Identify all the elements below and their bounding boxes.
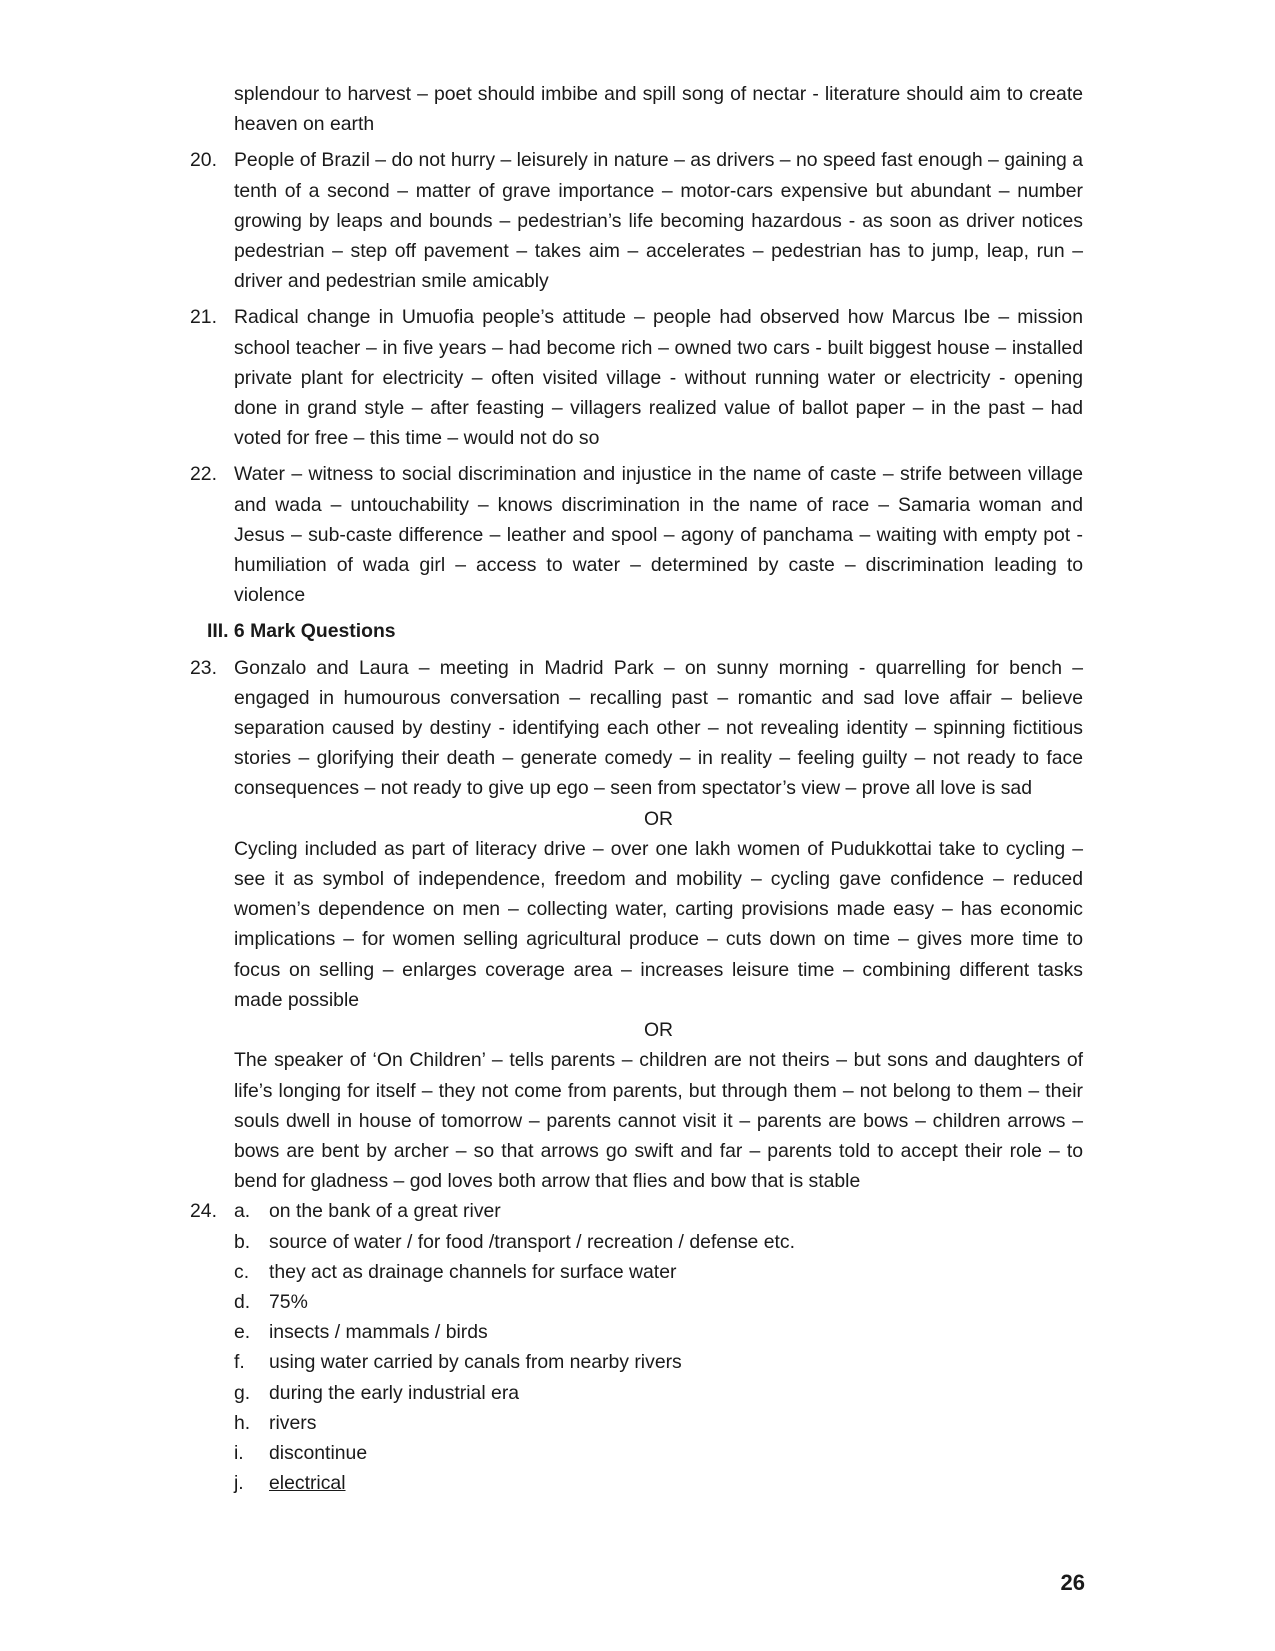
sub-answer-text: electrical	[269, 1472, 346, 1495]
sub-answer-letter: b.	[234, 1230, 251, 1253]
item-number: 20.	[190, 149, 217, 172]
sub-answer-letter: f.	[234, 1351, 245, 1374]
sub-answer	[234, 1317, 1083, 1347]
alternate-answer: Cycling included as part of literacy drive – over one lakh women of Pudukkottai take to cycling – see it as symbol of independence, freedom and mobility – cycling gave confidence – reduced women’s dependence on men – collecting water, carting provisions made easy – has economic implications – for women selling agricultural produce – cuts down on time – gives more time to focus on selling – enlarges coverage area – increases leisure time – combining different tasks made possible	[234, 837, 1083, 1011]
sub-answer-letter: i.	[234, 1441, 244, 1464]
item-number: 22.	[190, 463, 217, 486]
sub-answer	[234, 1408, 1083, 1438]
answer-item	[190, 302, 1083, 453]
sub-answer-text: using water carried by canals from nearby rivers	[269, 1351, 682, 1374]
sub-answer-text: source of water / for food /transport / recreation / defense etc.	[269, 1230, 795, 1253]
answer-item-24	[190, 1196, 1083, 1498]
sub-answer	[234, 1287, 1083, 1317]
sub-answer	[234, 1468, 1083, 1498]
or-divider: OR	[643, 1019, 674, 1042]
sub-answer	[234, 1257, 1083, 1287]
sub-answer-letter: c.	[234, 1260, 250, 1283]
sub-answer-text: 75%	[269, 1290, 308, 1313]
item-text: Gonzalo and Laura – meeting in Madrid Park – on sunny morning - quarrelling for bench – engaged in humourous conversation – recalling past – romantic and sad love affair – believe separation caused by destiny - identifying each other – not revealing identity – spinning fictitious stories – glorifying their death – generate comedy – in reality – feeling guilty – not ready to face consequences – not ready to give up ego – seen from spectator’s view – prove all love is sad	[234, 656, 1083, 800]
sub-answer-text: on the bank of a great river	[269, 1200, 501, 1223]
answer-item-23	[190, 653, 1083, 804]
alternate-answer: The speaker of ‘On Children’ – tells parents – children are not theirs – but sons and daughters of life’s longing for itself – they not come from parents, but through them – not belong to them – their souls dwell in house of tomorrow – parents cannot visit it – parents are bows – children arrows – bows are bent by archer – so that arrows go swift and far – parents told to accept their role – to bend for gladness – god loves both arrow that flies and bow that is stable	[234, 1049, 1083, 1193]
item-number: 21.	[190, 306, 217, 329]
item-text: People of Brazil – do not hurry – leisurely in nature – as drivers – no speed fast enough – gaining a tenth of a second – matter of grave importance – motor-cars expensive but abundant – number growing by leaps and bounds – pedestrian’s life becoming hazardous - as soon as driver notices pedestrian – step off pavement – takes aim – accelerates – pedestrian has to jump, leap, run – driver and pedestrian smile amicably	[234, 149, 1083, 293]
section-heading: III. 6 Mark Questions	[207, 620, 396, 643]
or-divider: OR	[643, 807, 674, 830]
page-content	[190, 79, 1083, 1498]
sub-answer	[234, 1227, 1083, 1257]
sub-answer	[234, 1196, 1083, 1226]
sub-answer-letter: a.	[234, 1200, 251, 1223]
item-number: 23.	[190, 656, 217, 679]
sub-answer-letter: h.	[234, 1411, 251, 1434]
sub-answer-text: they act as drainage channels for surface water	[269, 1260, 677, 1283]
sub-answer	[234, 1347, 1083, 1377]
sub-answer-text: discontinue	[269, 1441, 368, 1464]
sub-answer-letter: e.	[234, 1321, 251, 1344]
sub-answer	[234, 1378, 1083, 1408]
answer-item	[190, 145, 1083, 296]
sub-answer-letter: j.	[234, 1472, 244, 1495]
sub-answer-letter: d.	[234, 1290, 251, 1313]
answer-item	[190, 459, 1083, 610]
continuation-paragraph: splendour to harvest – poet should imbibe and spill song of nectar - literature should aim to create heaven on earth	[234, 83, 1083, 136]
sub-answer-text: during the early industrial era	[269, 1381, 520, 1404]
sub-answer-letter: g.	[234, 1381, 251, 1404]
sub-answer-text: insects / mammals / birds	[269, 1321, 488, 1344]
item-text: Radical change in Umuofia people’s attitude – people had observed how Marcus Ibe – mission school teacher – in five years – had become rich – owned two cars - built biggest house – installed private plant for electricity – often visited village - without running water or electricity - opening done in grand style – after feasting – villagers realized value of ballot paper – in the past – had voted for free – this time – would not do so	[234, 306, 1083, 450]
item-text: Water – witness to social discrimination and injustice in the name of caste – strife between village and wada – untouchability – knows discrimination in the name of race – Samaria woman and Jesus – sub-caste difference – leather and spool – agony of panchama – waiting with empty pot - humiliation of wada girl – access to water – determined by caste – discrimination leading to violence	[234, 463, 1083, 607]
sub-answer-text: rivers	[269, 1411, 317, 1434]
page-number: 26	[1060, 1570, 1085, 1595]
item-number: 24.	[190, 1200, 217, 1223]
sub-answer	[234, 1438, 1083, 1468]
